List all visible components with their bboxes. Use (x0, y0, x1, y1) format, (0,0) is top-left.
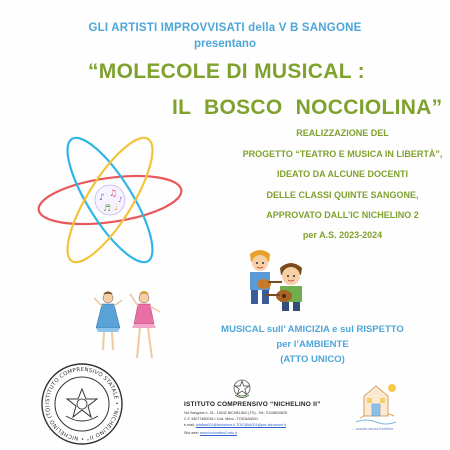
school-drawing-illustration (354, 380, 398, 426)
seal-ring-text: ISTITUTO COMPRENSIVO STATALE • “NICHELINO II” • NICHELINO (TO) (44, 366, 120, 442)
title-line-2: IL BOSCO NOCCIOLINA” (172, 96, 443, 119)
music-notes-nucleus (95, 185, 125, 215)
school-caption: ... scuola senza frontiere (352, 427, 394, 431)
project-info-line-2: PROGETTO “TEATRO E MUSICA IN LIBERTÀ”, (242, 149, 443, 159)
project-info-line-5: APPROVATO DALL’IC NICHELINO 2 (266, 210, 419, 220)
email-label: e-mail: (184, 423, 195, 427)
musical-info-line-3: (ATTO UNICO) (280, 354, 345, 365)
site-link[interactable]: www.icnichelino2.edu.it (199, 431, 237, 435)
institute-address: Via Sangone n. 34 - 10042 NICHELINO (TO) - Tel.: 011/6810625 (184, 411, 288, 415)
svg-text:♩: ♩ (114, 203, 118, 212)
musical-info-line-2: per l’AMBIENTE (276, 339, 349, 350)
title-line-1: “MOLECOLE DI MUSICAL : (88, 60, 365, 83)
italian-emblem-icon (66, 389, 98, 421)
republic-emblem-icon (232, 378, 252, 400)
site-label: Sito web: (184, 431, 199, 435)
svg-text:ISTITUTO COMPRENSIVO STATALE • (40, 362, 119, 441)
svg-text:♪: ♪ (99, 193, 105, 203)
school-seal (40, 362, 124, 446)
dancer-right (130, 291, 160, 358)
institute-email-row (184, 423, 286, 427)
header-presentano: presentano (194, 38, 256, 50)
svg-text:♪: ♪ (118, 196, 123, 204)
dancers-illustration (92, 288, 167, 363)
institute-name: ISTITUTO COMPRENSIVO “NICHELINO II” (184, 401, 321, 408)
atom-illustration (35, 118, 185, 283)
project-info-line-1: REALIZZAZIONE DEL (296, 128, 389, 138)
dancer-left (94, 292, 122, 351)
header-presenters: GLI ARTISTI IMPROVVISATI della V B SANGONE (88, 22, 362, 34)
project-info-line-3: IDEATO DA ALCUNE DOCENTI (276, 169, 408, 179)
kids-guitars-illustration (244, 248, 316, 312)
svg-text:♬: ♬ (103, 204, 112, 214)
kid-right (266, 263, 302, 311)
project-info-line-4: DELLE CLASSI QUINTE SANGONE, (266, 190, 419, 200)
institute-site-row (184, 431, 237, 435)
project-info-line-6: per A.S. 2023-2024 (302, 230, 383, 240)
svg-text:♫: ♫ (109, 189, 118, 199)
musical-info-line-1: MUSICAL sull’ AMICIZIA e sul RISPETTO (221, 324, 404, 335)
institute-codes: C.F. 94077460018 • Cod. Mecc.: TOIC8AA001 (184, 417, 259, 421)
email-link[interactable]: toic8aa001@istruzione.it TOIC8AA001@pec.istruzione.it (195, 423, 287, 427)
